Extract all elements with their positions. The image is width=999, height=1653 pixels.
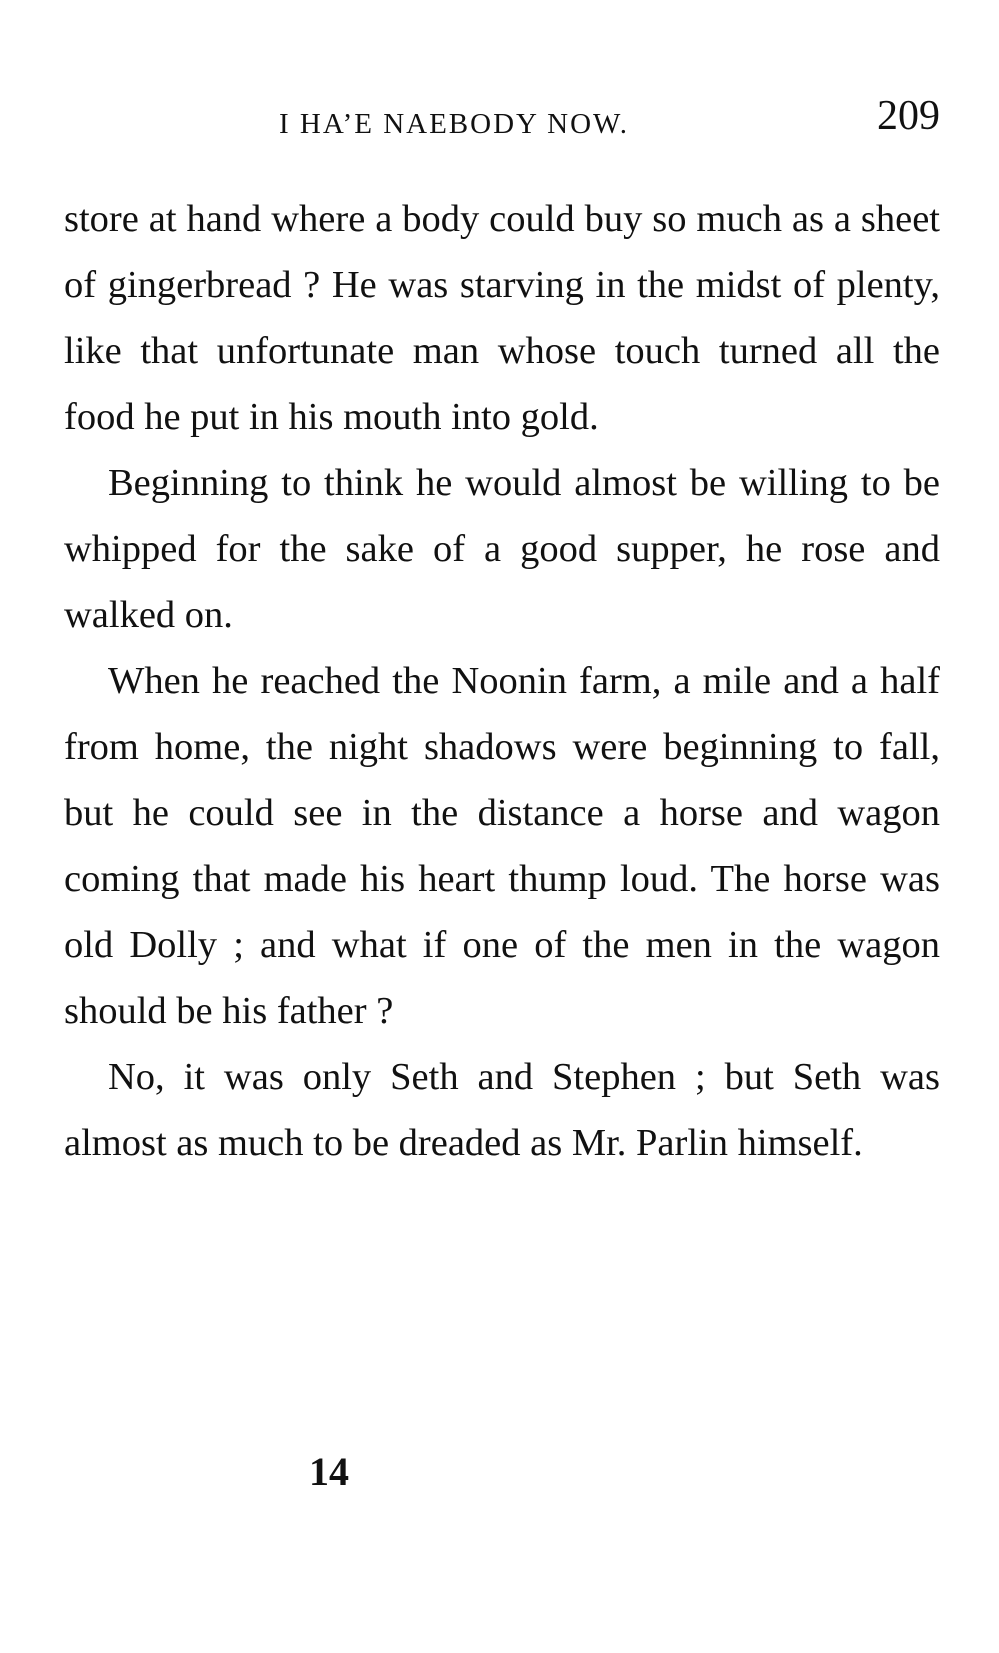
running-head (64, 92, 944, 152)
running-title: I HA’E NAEBODY NOW. (279, 108, 629, 140)
signature-mark: 14 (309, 1449, 349, 1494)
paragraph: Beginning to think he would almost be willing to be whipped for the sake of a good supper, he rose and walked on. (64, 462, 940, 636)
body-text (64, 186, 940, 1176)
paragraph-continued: store at hand where a body could buy so much as a sheet of gingerbread ? He was starving in the midst of plenty, like that unfortunate man whose touch turned all the food he put in his mouth into gold. (64, 198, 940, 438)
page-number: 209 (877, 93, 940, 139)
paragraph: When he reached the Noonin farm, a mile and a half from home, the night shadows were beginning to fall, but he could see in the distance a horse and wagon coming that made his heart thump loud. The horse was old Dolly ; and what if one of the men in the wagon should be his father ? (64, 660, 940, 1032)
paragraph: No, it was only Seth and Stephen ; but Seth was almost as much to be dreaded as Mr. Parlin himself. (64, 1056, 940, 1164)
